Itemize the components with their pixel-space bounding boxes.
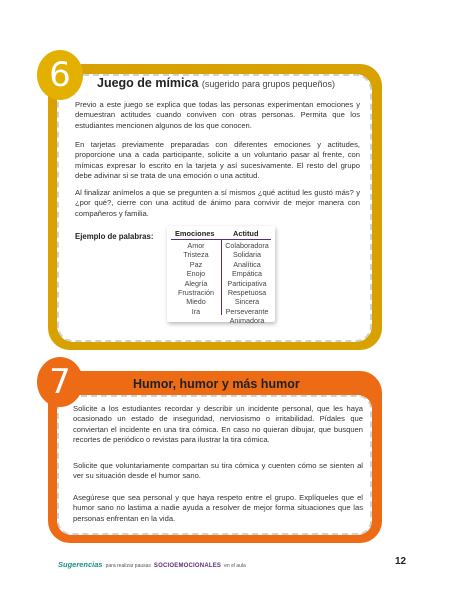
list-item: Enojo bbox=[186, 269, 206, 279]
list-item: Frustración bbox=[178, 288, 214, 298]
footer-end-text: en el aula bbox=[224, 563, 246, 569]
section-7-paragraph-2: Solicite que voluntariamente compartan su tira cómica y cuenten cómo se sienten al ver su situación desde el humor sano. bbox=[73, 461, 363, 481]
list-item: Alegría bbox=[184, 278, 208, 288]
list-item: Animadora bbox=[229, 316, 265, 326]
section-6-paragraph-1: Previo a este juego se explica que todas las personas experimentan emociones y demuestran actitudes cuando conviven con otras personas. Permita que los estudiantes mencionen algunos de los que conocen. bbox=[75, 100, 360, 130]
footer-keyword: SOCIOEMOCIONALES bbox=[153, 563, 222, 569]
section-7-paragraph-3: Asegúrese que sea personal y que haya respeto entre el grupo. Explíqueles que el humor sano no lastima a nadie ayuda a resolver de mejor forma situaciones que las personas enfrentan en la vida. bbox=[73, 493, 363, 523]
emociones-list bbox=[171, 241, 221, 316]
list-item: Ira bbox=[191, 306, 201, 316]
list-item: Sincera bbox=[234, 297, 260, 307]
list-item: Participativa bbox=[227, 278, 267, 288]
list-item: Respetuosa bbox=[227, 288, 267, 298]
word-table-header-emociones: Emociones bbox=[175, 229, 215, 238]
footer-middle-text: para realizar pausas bbox=[105, 563, 151, 569]
list-item: Amor bbox=[187, 241, 205, 250]
list-item: Colaboradora bbox=[225, 241, 269, 250]
section-6-paragraph-2: En tarjetas previamente preparadas con diferentes emociones y actitudes, proporcione una a cada participante, solicite a un voluntario pasar al frente, con mímicas expresar lo escrito en la tarjeta y así sucesivamente. El resto del grupo debe adivinar si se trata de una emoción o una actitud. bbox=[75, 140, 360, 180]
section-6-paragraph-3: Al finalizar anímelos a que se pregunten a sí mismos ¿qué actitud les gustó más? y ¿por qué?, cierre con una actitud de ánimo para convivir de mejor manera con compañeros y familia. bbox=[75, 188, 360, 218]
section-7-title: Humor, humor y más humor bbox=[133, 377, 300, 391]
section-6-title bbox=[97, 76, 335, 90]
page-number: 12 bbox=[395, 556, 407, 567]
list-item: Miedo bbox=[186, 297, 206, 307]
list-item: Analítica bbox=[233, 259, 261, 269]
section-7-paragraph-1: Solicite a los estudiantes recordar y describir un incidente personal, que les haya ocasionado un estado de inseguridad, nerviosismo o irritabilidad. Pídales que conviertan el incidente en una tira cómica. En caso no quieran dibujar, que busquen recortes de periódico o revistas para ilustrar la tira cómica. bbox=[73, 404, 363, 444]
footer bbox=[58, 560, 246, 569]
list-item: Solidaria bbox=[233, 250, 261, 260]
word-table-header-actitud: Actitud bbox=[233, 229, 259, 238]
list-item: Tristeza bbox=[183, 250, 209, 260]
section-6-subtitle: (sugerido para grupos pequeños) bbox=[201, 79, 336, 89]
list-item: Perseverante bbox=[225, 306, 269, 316]
actitud-list bbox=[222, 241, 272, 326]
section-7-number-badge: 7 bbox=[37, 357, 83, 407]
list-item: Paz bbox=[189, 259, 203, 269]
section-6-number-badge: 6 bbox=[37, 50, 83, 100]
examples-label: Ejemplo de palabras: bbox=[75, 232, 154, 241]
word-table bbox=[167, 226, 275, 326]
footer-brand: Sugerencias bbox=[58, 560, 103, 569]
list-item: Empática bbox=[232, 269, 262, 279]
section-6-title-text: Juego de mímica bbox=[97, 76, 199, 90]
